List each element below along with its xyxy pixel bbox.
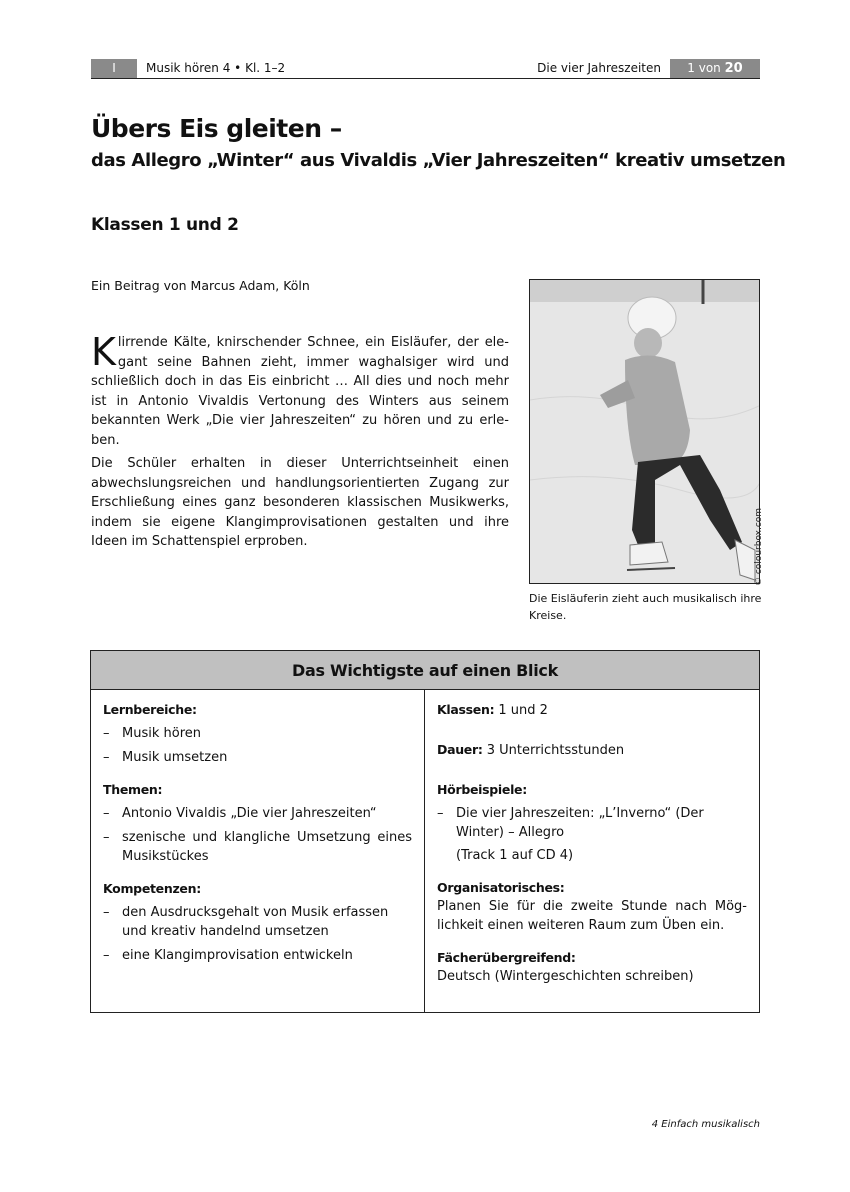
intro-text: [91, 330, 509, 556]
section-lernbereiche: Lernbereiche: – Musik hören – Musik umsetzen: [103, 700, 412, 767]
topic-label: Die vier Jahreszeiten: [537, 61, 661, 75]
section-faecheruebergreifend: Fächerübergreifend: Deutsch (Wintergeschichten schreiben): [437, 950, 694, 984]
page-current: 1: [687, 61, 695, 75]
list-item: – Die vier Jahreszeiten: „L’Inverno“ (Der Winter) – Allegro (Track 1 auf CD 4): [437, 804, 747, 865]
page-header: [91, 59, 760, 79]
grade-heading: Klassen 1 und 2: [91, 215, 239, 235]
skater-illustration: [530, 280, 760, 584]
intro-paragraph-1: Klirrende Kälte, knirschender Schnee, ein Eisläufer, der elegant seine Bahnen zieht, immer waghalsiger wird und schließlich doch in das Eis einbricht … All dies und noch mehr ist in Antonio Vivaldis Vertonung des Winters aus seinem bekannten Werk „Die vier Jahreszeiten“ zu hören und zu erleben.: [91, 330, 509, 448]
section-klassen: Klassen: 1 und 2: [437, 702, 548, 718]
list-item: – Musik umsetzen: [103, 748, 412, 767]
track-info: (Track 1 auf CD 4): [456, 848, 574, 863]
page-total: 20: [724, 61, 743, 76]
photo-caption: Die Eisläuferin zieht auch musikalisch ihre Kreise.: [529, 592, 762, 622]
section-kompetenzen: Kompetenzen: – den Ausdrucksgehalt von Musik erfassen und kreativ handelnd umsetzen – eine Klangimprovisation entwickeln: [103, 879, 412, 965]
page-title: Übers Eis gleiten –: [91, 114, 342, 143]
list-item: – Musik hören: [103, 724, 412, 743]
overview-box: [90, 650, 760, 1013]
list-item: – eine Klangimprovisation entwickeln: [103, 946, 412, 965]
chapter-badge: I: [91, 59, 137, 78]
overview-right-column: [425, 690, 759, 1012]
publisher-footer: 4 Einfach musikalisch: [651, 1119, 760, 1130]
list-item: – Antonio Vivaldis „Die vier Jahreszeiten“: [103, 804, 412, 823]
intro-paragraph-2: Die Schüler erhalten in dieser Unterrichtseinheit einen abwechslungsreichen und handlungsorientierten Zugang zur Erschließung eines ganz besonderen klassischen Musikwerks, indem sie eigene Klangimprovisationen gestalten und ihre Ideen im Schattenspiel erproben.: [91, 456, 509, 549]
dropcap: K: [91, 330, 116, 374]
list-item: – den Ausdrucksgehalt von Musik erfassen und kreativ handelnd umsetzen: [103, 903, 412, 941]
section-themen: Themen: – Antonio Vivaldis „Die vier Jahreszeiten“ – szenische und klangliche Umsetzung eines Musikstückes: [103, 780, 412, 866]
list-item: – szenische und klangliche Umsetzung eines Musikstückes: [103, 828, 412, 866]
section-hoerbeispiele: Hörbeispiele: – Die vier Jahreszeiten: „L’Inverno“ (Der Winter) – Allegro (Track 1 auf CD 4): [437, 780, 747, 865]
section-dauer: Dauer: 3 Unterrichtsstunden: [437, 742, 625, 758]
page-separator: von: [698, 61, 721, 75]
section-organisatorisches: Organisatorisches: Planen Sie für die zweite Stunde nach Möglichkeit einen weiteren Raum zum Üben ein.: [437, 880, 747, 933]
page-subtitle: das Allegro „Winter“ aus Vivaldis „Vier Jahreszeiten“ kreativ umsetzen: [91, 150, 786, 171]
series-label: Musik hören 4 • Kl. 1–2: [146, 61, 286, 75]
ice-skater-photo: [529, 279, 760, 584]
page-indicator: [670, 59, 760, 78]
author-line: Ein Beitrag von Marcus Adam, Köln: [91, 278, 310, 293]
photo-credit: © colourbox.com: [754, 507, 764, 586]
overview-left-column: [91, 690, 425, 1012]
overview-heading: Das Wichtigste auf einen Blick: [91, 651, 759, 690]
